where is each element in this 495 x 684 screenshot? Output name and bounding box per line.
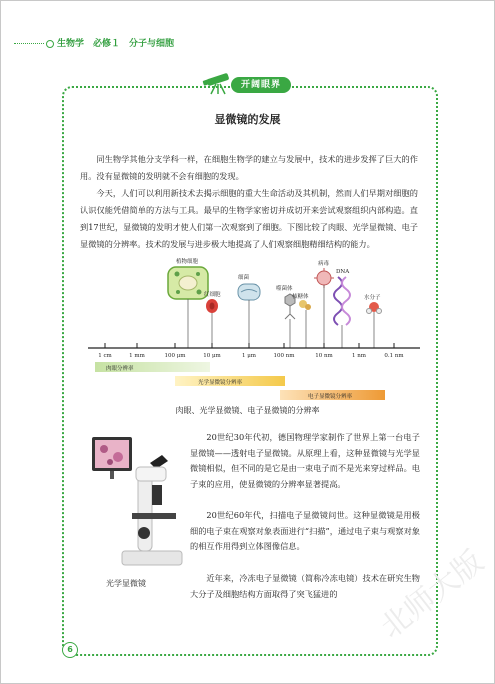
figure-caption: 肉眼、光学显微镜、电子显微镜的分辨率 (175, 406, 320, 415)
label-virus: 病毒 (318, 261, 330, 267)
tick-10nm: 10 nm (315, 353, 333, 359)
tick-10um: 10 μm (203, 353, 221, 359)
tick-1cm: 1 cm (98, 353, 112, 359)
dna-illustration (334, 277, 350, 325)
red-blood-cell-illustration (206, 299, 218, 313)
article-title: 显微镜的发展 (214, 113, 281, 126)
light-microscope-bar-label: 光学显微镜分辨率 (198, 380, 243, 386)
label-water: 水分子 (364, 295, 381, 301)
tick-1um: 1 μm (241, 353, 257, 359)
badge-label: 开阔眼界 (231, 77, 291, 93)
tick-100nm: 100 nm (273, 353, 295, 359)
paragraph-2: 今天，人们可以利用新技术去揭示细胞的重大生命活动及其机制，然而人们早期对细胞的认识仅能凭借简单的方法与工具。最早的生物学家密切并成切开来尝试观察组织内部构造。直到17世纪，显微镜的发明才使人们第一次观察到了细胞。下图比较了肉眼、光学显微镜、电子显微镜的分辨率。技术的发展与进步极大地提高了人们观察细胞精细结构的能力。 (80, 188, 418, 249)
plant-cell-illustration (168, 267, 208, 299)
paragraph-3: 20世纪30年代初，德国物理学家制作了世界上第一台电子显微镜——透射电子显微镜。从原理上看，这种显微镜与光学显微镜相似，但不同的是它是由一束电子而不是光来穿过样品。电子束的应用，使显微镜的分辨率显著提高。 (190, 432, 420, 489)
ribosome-illustration (299, 300, 311, 310)
electron-microscope-bar-label: 电子显微镜分辨率 (308, 394, 353, 400)
tick-100um: 100 μm (164, 353, 186, 359)
section-badge (201, 73, 293, 95)
paragraph-4: 20世纪60年代，扫描电子显微镜问世。这种显微镜是用极细的电子束在观察对象表面进行“扫描”，通过电子束与观察对象的相互作用得到立体图像信息。 (190, 510, 420, 551)
running-header (0, 36, 495, 50)
water-molecule-illustration (367, 302, 382, 314)
resolution-figure (80, 252, 425, 402)
paragraph-1: 同生物学其他分支学科一样，在细胞生物学的建立与发展中，技术的进步发挥了巨大的作用。没有显微镜的发明就不会有细胞的发现。 (80, 154, 418, 181)
label-phage: 噬菌体 (276, 286, 293, 292)
light-microscope-illustration (88, 433, 188, 583)
microscope-caption: 光学显微镜 (106, 579, 146, 588)
header-text: 生物学 必修１ 分子与细胞 (57, 39, 175, 49)
label-red-blood-cell: 红细胞 (204, 292, 221, 298)
label-plant-cell: 植物细胞 (176, 259, 199, 265)
naked-eye-bar-label: 肉眼分辨率 (106, 366, 134, 372)
label-bacteria: 细菌 (238, 275, 250, 281)
header-dot (46, 40, 54, 48)
header-rule (14, 43, 44, 44)
tick-0.1nm: 0.1 nm (384, 353, 404, 359)
paragraph-5: 近年来，冷冻电子显微镜（简称冷冻电镜）技术在研究生物大分子及细胞结构方面取得了突飞猛进的 (190, 573, 420, 599)
tick-1nm: 1 nm (351, 353, 367, 359)
publisher-watermark: 北师大版 (374, 544, 491, 646)
label-ribosome: 核糖体 (292, 294, 309, 300)
tick-1mm: 1 mm (129, 353, 145, 359)
telescope-icon (201, 73, 235, 95)
page-number: 6 (62, 642, 78, 658)
bacteria-illustration (238, 284, 260, 300)
label-dna: DNA (336, 269, 350, 275)
